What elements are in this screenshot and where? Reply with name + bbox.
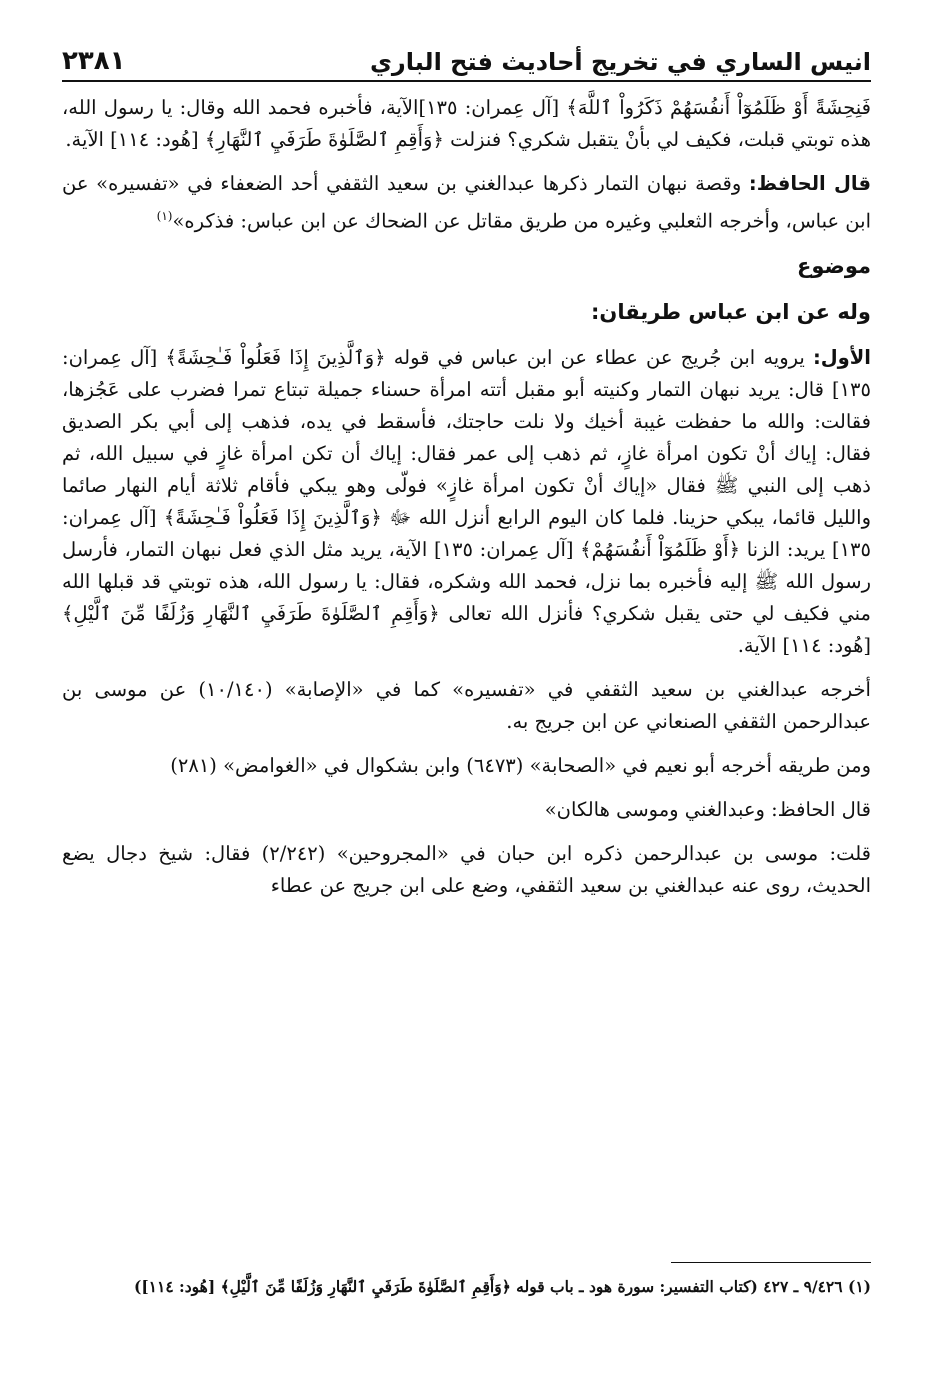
paragraph-text: قلت: موسى بن عبدالرحمن ذكره ابن حبان في «المجروحين» (٢/٢٤٢) فقال: شيخ دجال يضع الحديث، روى عنه عبدالغني بن سعيد الثقفي، وضع على ابن جريج عن عطاء	[62, 841, 871, 897]
paragraph-first-way	[62, 342, 871, 662]
paragraph-hafiz-comment	[62, 168, 871, 238]
footnote: (١) ٩/٤٢٦ ـ ٤٢٧ (كتاب التفسير: سورة هود ـ باب قوله ﴿وَأَقِمِ ٱلصَّلَوٰةَ طَرَفَيِ ٱلنَّهَارِ وَزُلَفًا مِّنَ ٱلَّيْلِ﴾ [هُود: ١١٤])	[134, 1277, 871, 1296]
paragraph-text: يرويه ابن جُريج عن عطاء عن ابن عباس في قوله ﴿وَٱلَّذِينَ إِذَا فَعَلُواْ فَـٰحِشَةً﴾ [آل عِمران: ١٣٥] قال: يريد نبهان التمار وكنيته أبو مقبل أتته امرأة حسناء جميلة تبتاع تمرا فضرب على عَجُزها، فقالت: والله ما حفظت غيبة أخيك ولا نلت حاجتك، فأسقط في يده، فذهب إلى أبي بكر الصديق فقال: إياك أنْ تكون امرأة غازٍ، ثم ذهب إلى عمر فقال: إياك أن تكن امرأة غازٍ في سبيل الله، ثم ذهب إلى النبي ﷺ فقال «إياك أنْ تكون امرأة غازٍ» فولّى وهو يبكي فأقام ثلاثة أيام النهار صائما والليل قائما، يبكي حزينا. فلما كان اليوم الرابع أنزل الله ﷻ ﴿وَٱلَّذِينَ إِذَا فَعَلُواْ فَـٰحِشَةً﴾ [آل عِمران: ١٣٥] يريد: الزنا ﴿أَوْ ظَلَمُوٓاْ أَنفُسَهُمْ﴾ [آل عِمران: ١٣٥] الآية، يريد مثل الذي فعل نبهان التمار، فأرسل رسول الله ﷺ إليه فأخبره بما نزل، فحمد الله وشكره، فقال: يا رسول الله، هذه توبتي قد قبلها الله مني فكيف لي حتى يقبل شكري؟ فأنزل الله تعالى ﴿وَأَقِمِ ٱلصَّلَوٰةَ طَرَفَيِ ٱلنَّهَارِ وَزُلَفًا مِّنَ ٱلَّيْلِ﴾ [هُود: ١١٤] الآية.	[62, 345, 871, 657]
page-header	[62, 32, 871, 82]
main-text	[62, 92, 871, 914]
page-number: ٢٣٨١	[62, 46, 126, 76]
paragraph-text: ومن طريقه أخرجه أبو نعيم في «الصحابة» (٦٤٧٣) وابن بشكوال في «الغوامض» (٢٨١)	[170, 753, 871, 777]
paragraph-text: فَنِحِشَةً أَوْ ظَلَمُوٓاْ أَنفُسَهُمْ ذَكَرُواْ ٱللَّهَ﴾ [آل عِمران: ١٣٥]الآية، فأخبره فحمد الله وقال: يا رسول الله، هذه توبتي قبلت، فكيف لي بأنْ يتقبل شكري؟ فنزلت ﴿وَأَقِمِ ٱلصَّلَوٰةَ طَرَفَيِ ٱلنَّهَارِ﴾ [هُود: ١١٤] الآية.	[62, 96, 871, 151]
paragraph-abu-nuaym	[62, 750, 871, 782]
paragraph-text: وقصة نبهان التمار ذكرها عبدالغني بن سعيد الثقفي أحد الضعفاء في «تفسيره» عن ابن عباس، وأخرجه الثعلبي وغيره من طريق مقاتل عن الضحاك عن ابن عباس: فذكره»	[62, 172, 871, 233]
paragraph-text: قال الحافظ: وعبدالغني وموسى هالكان»	[544, 797, 871, 821]
paragraph-hafiz-verdict	[62, 794, 871, 826]
running-title: انيس الساري في تخريج أحاديث فتح الباري	[369, 48, 871, 76]
section-heading-mawdu: موضوع	[797, 253, 871, 278]
first-label: الأول:	[812, 345, 871, 369]
speaker-label: قال الحافظ:	[748, 172, 871, 195]
paragraph-takhrij	[62, 674, 871, 738]
paragraph-text: أخرجه عبدالغني بن سعيد الثقفي في «تفسيره» كما في «الإصابة» (١٠/١٤٠) عن موسى بن عبدالرحمن الثقفي الصنعاني عن ابن جريج به.	[62, 677, 871, 733]
section-heading-two-ways: وله عن ابن عباس طريقان:	[591, 299, 871, 324]
footnote-divider	[671, 1262, 871, 1263]
paragraph-qultu	[62, 838, 871, 902]
paragraph-verse-continuation	[62, 92, 871, 156]
footnote-ref: (١)	[156, 209, 173, 223]
